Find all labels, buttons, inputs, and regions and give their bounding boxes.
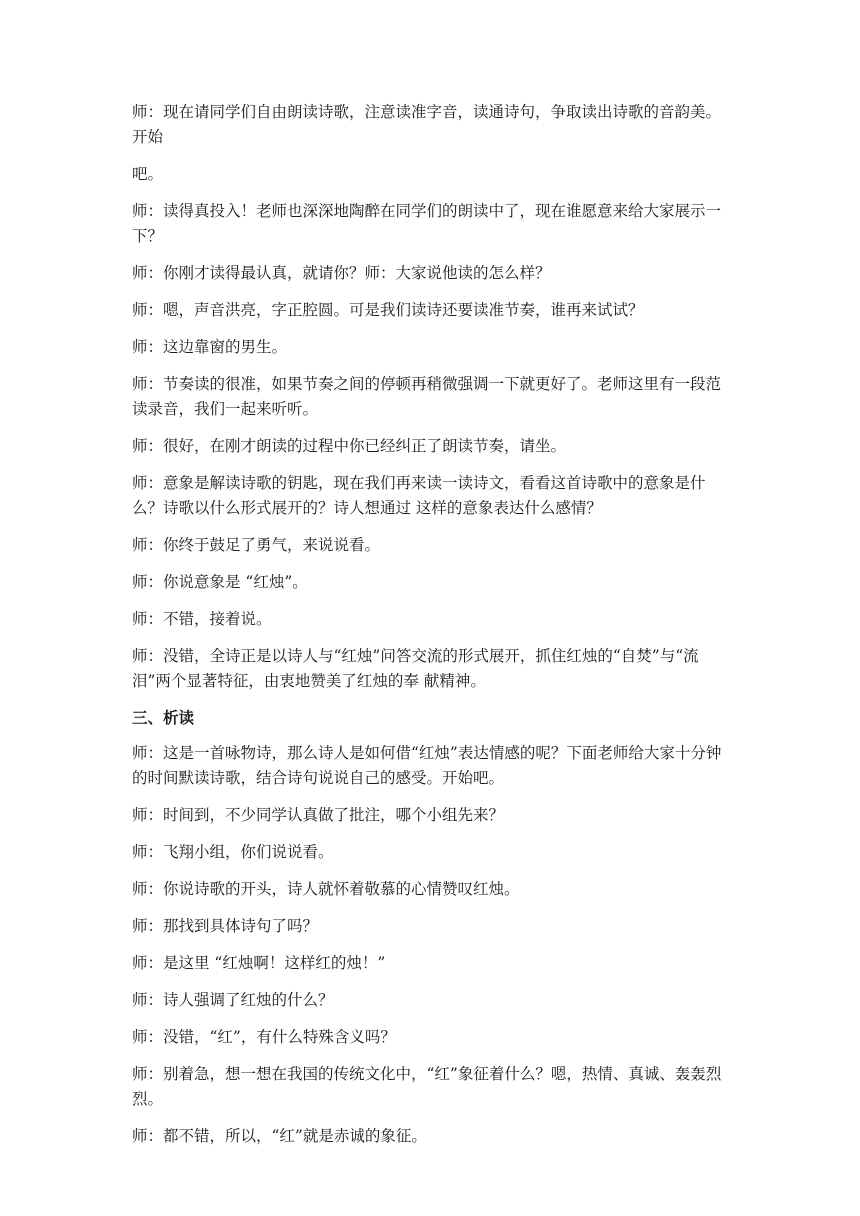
dialogue-paragraph: 师：那找到具体诗句了吗？ — [132, 917, 319, 935]
dialogue-paragraph: 师：现在请同学们自由朗读诗歌，注意读准字音，读通诗句，争取读出诗歌的音韵美。开始 — [132, 103, 722, 146]
dialogue-paragraph: 师：没错，“红”，有什么特殊含义吗？ — [132, 1028, 396, 1046]
dialogue-paragraph: 师：时间到，不少同学认真做了批注，哪个小组先来？ — [132, 806, 505, 824]
dialogue-paragraph: 师：这边靠窗的男生。 — [132, 338, 288, 356]
dialogue-paragraph: 师：别着急，想一想在我国的传统文化中，“红”象征着什么？嗯，热情、真诚、轰轰烈烈。 — [132, 1065, 722, 1108]
dialogue-paragraph: 师：你刚才读得最认真，就请你？师：大家说他读的怎么样？ — [132, 264, 551, 282]
dialogue-paragraph: 师：不错，接着说。 — [132, 610, 272, 628]
section-heading: 三、析读 — [132, 709, 195, 727]
dialogue-paragraph: 师：诗人强调了红烛的什么？ — [132, 991, 334, 1009]
dialogue-paragraph: 师：你说意象是 “红烛”。 — [132, 573, 308, 591]
dialogue-paragraph: 师：你说诗歌的开头，诗人就怀着敬慕的心情赞叹红烛。 — [132, 880, 520, 898]
document-page — [132, 100, 732, 1161]
dialogue-paragraph: 师：读得真投入！老师也深深地陶醉在同学们的朗读中了，现在谁愿意来给大家展示一下？ — [132, 202, 722, 245]
dialogue-paragraph: 师：是这里 “红烛啊！这样红的烛！” — [132, 954, 386, 972]
dialogue-paragraph: 师：这是一首咏物诗，那么诗人是如何借“红烛”表达情感的呢？下面老师给大家十分钟的时间默读诗歌，结合诗句说说自己的感受。开始吧。 — [132, 744, 722, 787]
dialogue-paragraph: 师：没错，全诗正是以诗人与“红烛”问答交流的形式展开，抓住红烛的“自焚”与“流泪”两个显著特征，由衷地赞美了红烛的奉 献精神。 — [132, 647, 699, 690]
dialogue-paragraph: 师：嗯，声音洪亮，字正腔圆。可是我们读诗还要读准节奏，谁再来试试？ — [132, 301, 644, 319]
dialogue-paragraph: 师：你终于鼓足了勇气，来说说看。 — [132, 536, 381, 554]
dialogue-paragraph: 师：意象是解读诗歌的钥匙，现在我们再来读一读诗文，看看这首诗歌中的意象是什么？诗歌以什么形式展开的？诗人想通过 这样的意象表达什么感情？ — [132, 474, 706, 517]
dialogue-paragraph: 师：节奏读的很准，如果节奏之间的停顿再稍微强调一下就更好了。老师这里有一段范读录音，我们一起来听听。 — [132, 375, 722, 418]
dialogue-paragraph: 吧。 — [132, 165, 164, 183]
dialogue-paragraph: 师：都不错，所以，“红”就是赤诚的象征。 — [132, 1127, 427, 1145]
dialogue-paragraph: 师：很好，在刚才朗读的过程中你已经纠正了朗读节奏，请坐。 — [132, 437, 567, 455]
dialogue-paragraph: 师：飞翔小组，你们说说看。 — [132, 843, 334, 861]
